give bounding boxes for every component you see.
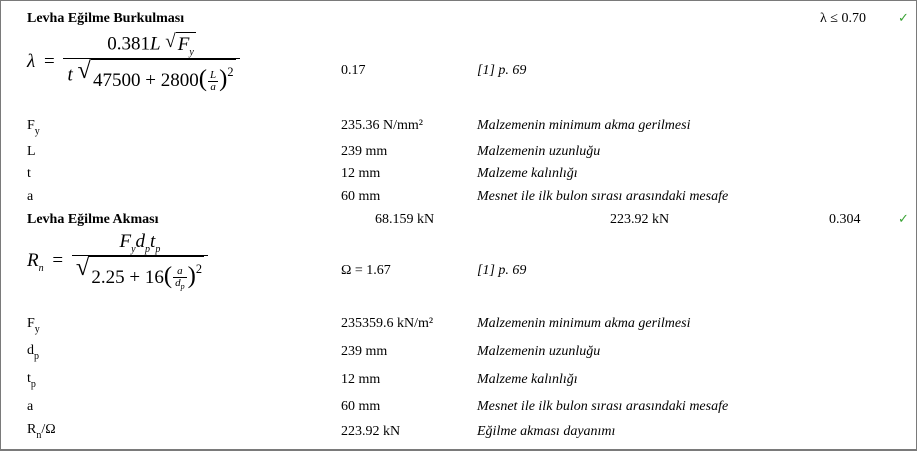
formula2-frac-d: d [175, 277, 181, 290]
formula-y: y [189, 47, 194, 58]
s2-row4-desc: Eğilme akması dayanımı [477, 424, 616, 439]
rn-formula: $R_n$ = $F_yd_pt_p$ √ 2.25 + 16( $\frac{a}{d_p}$ )$^2$ [27, 232, 208, 291]
s1-row0-value: 235.36 N/mm² [341, 118, 423, 133]
section1-condition: λ ≤ 0.70 [820, 11, 866, 26]
lambda-formula: λ = 0.381L √ $F_y$ t √ 47500 + 2800( $\frac{L}{a}$ )$^2$ [27, 32, 240, 93]
s1-row2-desc: Malzeme kalınlığı [477, 166, 578, 181]
s1-row3-desc: Mesnet ile ilk bulon sırası arasındaki mesafe [477, 189, 729, 204]
s2-row2-symbol [27, 371, 36, 393]
s1-row1-value: 239 mm [341, 144, 388, 159]
formula2-lhs-sub: n [38, 262, 44, 274]
s1-row1-symbol: L [27, 144, 36, 159]
formula-lhs: λ [27, 50, 36, 72]
s2-row2-sym: t [27, 371, 31, 386]
formula2-fraction: $F_yd_pt_p$ √ 2.25 + 16( $\frac{a}{d_p}$ )$^2$ [72, 232, 208, 291]
formula-F: F [177, 34, 190, 55]
formula-L: L [149, 33, 161, 55]
s2-row4-value: 223.92 kN [341, 424, 401, 439]
s1-row1-desc: Malzemenin uzunluğu [477, 144, 601, 159]
s1-row0-desc: Malzemenin minimum akma gerilmesi [477, 118, 691, 133]
s1-row3-symbol: a [27, 189, 34, 204]
s2-row0-desc: Malzemenin minimum akma gerilmesi [477, 316, 691, 331]
section1-reference: [1] p. 69 [477, 63, 527, 78]
formula2-lhs: R [27, 249, 39, 271]
s2-row0-sym: F [27, 316, 35, 331]
formula-exp: 2 [227, 65, 234, 79]
s2-row3-symbol: a [27, 399, 34, 414]
s2-row0-sub: y [34, 324, 40, 335]
section2-omega: Ω = 1.67 [341, 263, 391, 278]
s2-row1-value: 239 mm [341, 344, 388, 359]
formula2-p2: p [155, 244, 161, 255]
section1-value: 0.17 [341, 63, 366, 78]
formula-const2: 2800 [160, 70, 199, 91]
section1-title: Levha Eğilme Burkulması [27, 11, 185, 26]
s1-row2-value: 12 mm [341, 166, 381, 181]
formula-t: t [67, 64, 73, 86]
s1-row-symbol [27, 118, 40, 140]
s2-row4-suffix: /Ω [41, 422, 56, 437]
s1-row2-symbol: t [27, 166, 31, 181]
formula2-const1: 2.25 [91, 267, 125, 288]
s1-row3-value: 60 mm [341, 189, 381, 204]
formula2-frac-a: a [177, 265, 183, 278]
s2-row3-desc: Mesnet ile ilk bulon sırası arasındaki mesafe [477, 399, 729, 414]
s2-row1-sym: d [27, 343, 34, 358]
formula2-const2: 16 [144, 267, 164, 288]
formula2-frac-p: p [180, 282, 185, 292]
check-icon: ✓ [898, 212, 909, 227]
s2-row2-desc: Malzeme kalınlığı [477, 372, 578, 387]
formula-fraction: 0.381L √ $F_y$ t √ 47500 + 2800( $\frac{L}{a}$ )$^2$ [63, 32, 239, 93]
s2-row0-value: 235359.6 kN/m² [341, 316, 434, 331]
s2-row4-sym: R [27, 422, 37, 437]
formula-frac-L: L [210, 69, 217, 82]
formula2-t: t [150, 231, 156, 252]
s2-row0-symbol [27, 316, 40, 338]
section2-reference: [1] p. 69 [477, 263, 527, 278]
check-icon: ✓ [898, 11, 909, 26]
formula2-d: d [135, 231, 146, 252]
s1-row0-sub: y [34, 126, 40, 137]
section2-title: Levha Eğilme Akması [27, 212, 159, 227]
formula2-F: F [119, 231, 132, 252]
s2-row1-desc: Malzemenin uzunluğu [477, 344, 601, 359]
formula-coef: 0.381 [107, 33, 150, 55]
formula2-exp: 2 [195, 262, 202, 276]
formula2-p: p [145, 244, 151, 255]
s2-row1-sub: p [34, 351, 39, 362]
s2-row2-value: 12 mm [341, 372, 381, 387]
s2-row2-sub: p [30, 379, 36, 390]
section2-capacity: 223.92 kN [610, 212, 670, 227]
s2-row1-symbol [27, 343, 39, 365]
s2-row4-symbol [27, 422, 56, 444]
formula-const1: 47500 [93, 70, 141, 91]
section2-demand: 68.159 kN [375, 212, 435, 227]
s2-row4-sub: n [36, 430, 42, 441]
section2-ratio: 0.304 [829, 212, 861, 227]
s1-row0-symbol: F [27, 118, 35, 133]
s2-row3-value: 60 mm [341, 399, 381, 414]
formula-frac-a: a [210, 81, 216, 94]
formula2-y: y [131, 244, 136, 255]
